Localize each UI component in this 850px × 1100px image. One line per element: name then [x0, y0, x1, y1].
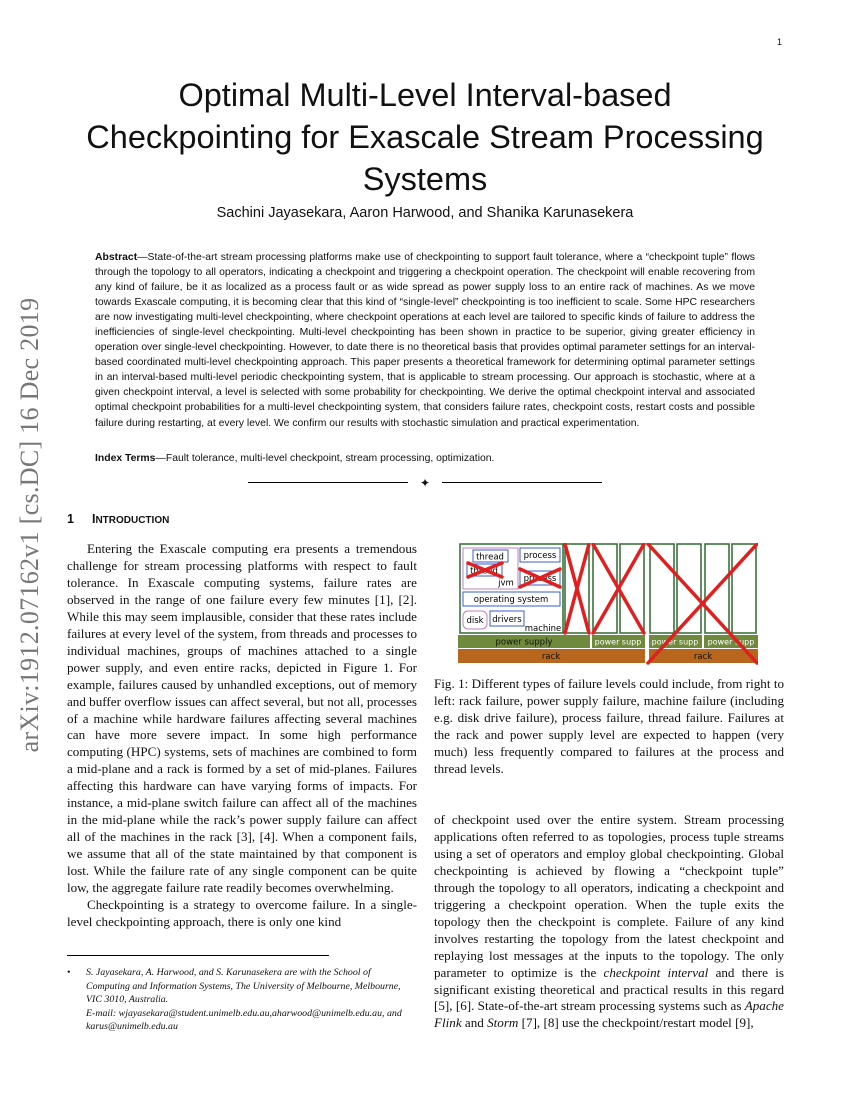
power-supply-label: power supply: [495, 637, 553, 648]
body-paragraph: Entering the Exascale computing era presents a tremendous challenge for stream processing platforms with respect to fault tolerance. In Exascale computing systems, failure rates are observed in the range of one failure every few minutes [1], [2]. While this may seem implausible, consider that these rates include failures at every level of the system, from threads and processes to individual machines, groups of machines attached to a single power supply, and even entire racks, depicted in Figure 1. For example, failures caused by unhandled exceptions, out of memory and buffer overflow issues can affect several, but not all, processes of a machine while hardware failures affecting several machines can have more severe impact. In some high performance computing (HPC) systems, sets of machines are combined to form a mid-plane and a rack is formed by a set of mid-planes. Failures affecting this hardware can have varying forms of impacts. For instance, a mid-plane switch failure can affect all of the machines in the mid-plane while the rack’s power supply failure can affect all of the machines in the rack [3], [4]. When a component fails, we assume that all of the state maintained by that component is lost. While the failure rate of any single component can be quite low, the aggregate failure rate readily becomes overwhelming.: [67, 541, 418, 896]
footnote: [67, 966, 417, 1034]
body-paragraph: [434, 812, 784, 1032]
title-line: Systems: [362, 161, 488, 197]
separator-line-left: [248, 482, 408, 483]
machine-label: machine: [524, 624, 562, 634]
section-number: 1: [67, 512, 74, 526]
drivers-label: drivers: [492, 615, 522, 625]
arxiv-id-text: arXiv:1912.07162v1 [cs.DC] 16 Dec 2019: [15, 297, 44, 753]
text-run: of checkpoint used over the entire system. Stream processing applications often referred to as topologies, process tuple streams using a set of operators and employ global checkpointing. Global checkpointing is achieved by flowing a “checkpoint tuple” through the topology to all operators, indicating a checkpoint and triggering a checkpoint operation. When the tuple exits the topology then the checkpoint is complete. Failure of any kind involves restarting the topology from the latest checkpoint and replaying lost messages at the inputs to the topology. The only parameter to optimize is the: [434, 812, 784, 980]
machine-box: [620, 544, 644, 633]
author-list: Sachini Jayasekara, Aaron Harwood, and Shanika Karunasekera: [216, 205, 634, 221]
abstract-label: Abstract: [95, 252, 138, 263]
section-heading: [67, 512, 169, 526]
arxiv-identifier: [10, 270, 50, 780]
figure-1-diagram: [458, 543, 758, 665]
footnote-rule: [67, 955, 329, 956]
footnote-bullet: •: [67, 967, 71, 978]
thread-label: thread: [476, 552, 504, 563]
left-column: [67, 541, 417, 931]
disk-label: disk: [466, 616, 484, 626]
abstract: [95, 250, 755, 431]
title-line: Checkpointing for Exascale Stream Processing: [86, 119, 764, 155]
emphasis: Storm: [487, 1015, 519, 1031]
jvm-label: jvm: [498, 578, 514, 589]
rack-label: rack: [693, 652, 713, 662]
separator-diamond-icon: ✦: [420, 476, 431, 490]
right-column: [434, 812, 784, 1032]
index-terms-label: Index Terms: [95, 453, 156, 464]
os-label: operating system: [473, 595, 549, 605]
abstract-text: —State-of-the-art stream processing platforms make use of checkpointing to support fault tolerance, where a “checkpoint tuple” flows through the topology to all operators, indicating a checkpoint and triggering a checkpoint operation. The checkpoint will enable recovering from any kind of failure, be it as localized as a process fault or as wide spread as power supply loss to an entire rack of machines. As we move towards Exascale computing, it is becoming clear that this kind of “single-level” checkpointing is too inefficient to scale. Some HPC researchers are now investigating multi-level checkpointing, where checkpoint operations at each level are tailored to specific kinds of failure to address the inefficiencies of single-level checkpointing. Multi-level checkpointing has been shown in practice to be superior, giving greater efficiency in operation over single-level checkpointing. However, to date there is no theoretical basis that provides optimal parameter settings for an interval-based coordinated multi-level checkpointing approach. This paper presents a theoretical framework for determining optimal parameter settings in an interval-based multi-level periodic checkpointing system, that is applicable to stream processing. Our approach is stochastic, where at a given checkpoint interval, a level is selected with some probability for checkpointing. We derive the optimal checkpoint interval and associated optimal checkpoint probabilities for a multi-level checkpointing system, that considers failure rates, checkpoint costs, restart costs and possible failure during restarting, at every level. We confirm our results with stochastic simulation and practical experimentation.: [95, 252, 755, 429]
separator-line-right: [442, 482, 602, 483]
power-supp-label: power supp: [707, 637, 755, 647]
text-run: and: [461, 1015, 488, 1031]
section-first-letter: I: [91, 512, 96, 526]
text-run: and there is significant existing theoretical and practical results in this regard [5], [6]. State-of-the-art stream processing systems such as: [434, 964, 784, 1014]
text-run: [7], [8] use the checkpoint/restart model [9],: [518, 1015, 754, 1031]
figure-caption: Fig. 1: Different types of failure levels could include, from right to left: rack failure, power supply failure, machine failure (including e.g. disk drive failure), process failure, thread failure. Failures at the rack and power supply level are expected to happen (very much) less frequently compared to failures at the process and thread levels.: [434, 676, 784, 776]
process-label: process: [523, 551, 557, 561]
index-terms: [95, 453, 755, 464]
body-paragraph: Checkpointing is a strategy to overcome failure. In a single-level checkpointing approach, there is only one kind: [67, 897, 417, 929]
power-supp-label: power supp: [594, 637, 642, 647]
page-number: 1: [776, 37, 782, 47]
machine-box: [593, 544, 617, 633]
power-supp-label: power supp: [651, 637, 699, 647]
emphasis: checkpoint interval: [603, 964, 709, 980]
paper-title: [0, 74, 850, 200]
footnote-text: S. Jayasekara, A. Harwood, and S. Karunasekera are with the School of Computing and Information Systems, The University of Melbourne, Melbourne, VIC 3010, Australia.: [86, 967, 401, 1006]
section-separator: [248, 476, 602, 490]
rack-label: rack: [541, 652, 561, 662]
section-title-rest: NTRODUCTION: [95, 515, 170, 526]
index-terms-text: —Fault tolerance, multi-level checkpoint, stream processing, optimization.: [155, 453, 495, 464]
emphasis: Apache Flink: [434, 998, 784, 1031]
title-line: Optimal Multi-Level Interval-based: [178, 77, 672, 113]
footnote-email: E-mail: wjayasekara@student.unimelb.edu.au,aharwood@unimelb.edu.au, and karus@unimelb.edu.au: [86, 1007, 402, 1033]
process-label: process: [523, 574, 557, 584]
thread-label: thread: [470, 566, 498, 577]
